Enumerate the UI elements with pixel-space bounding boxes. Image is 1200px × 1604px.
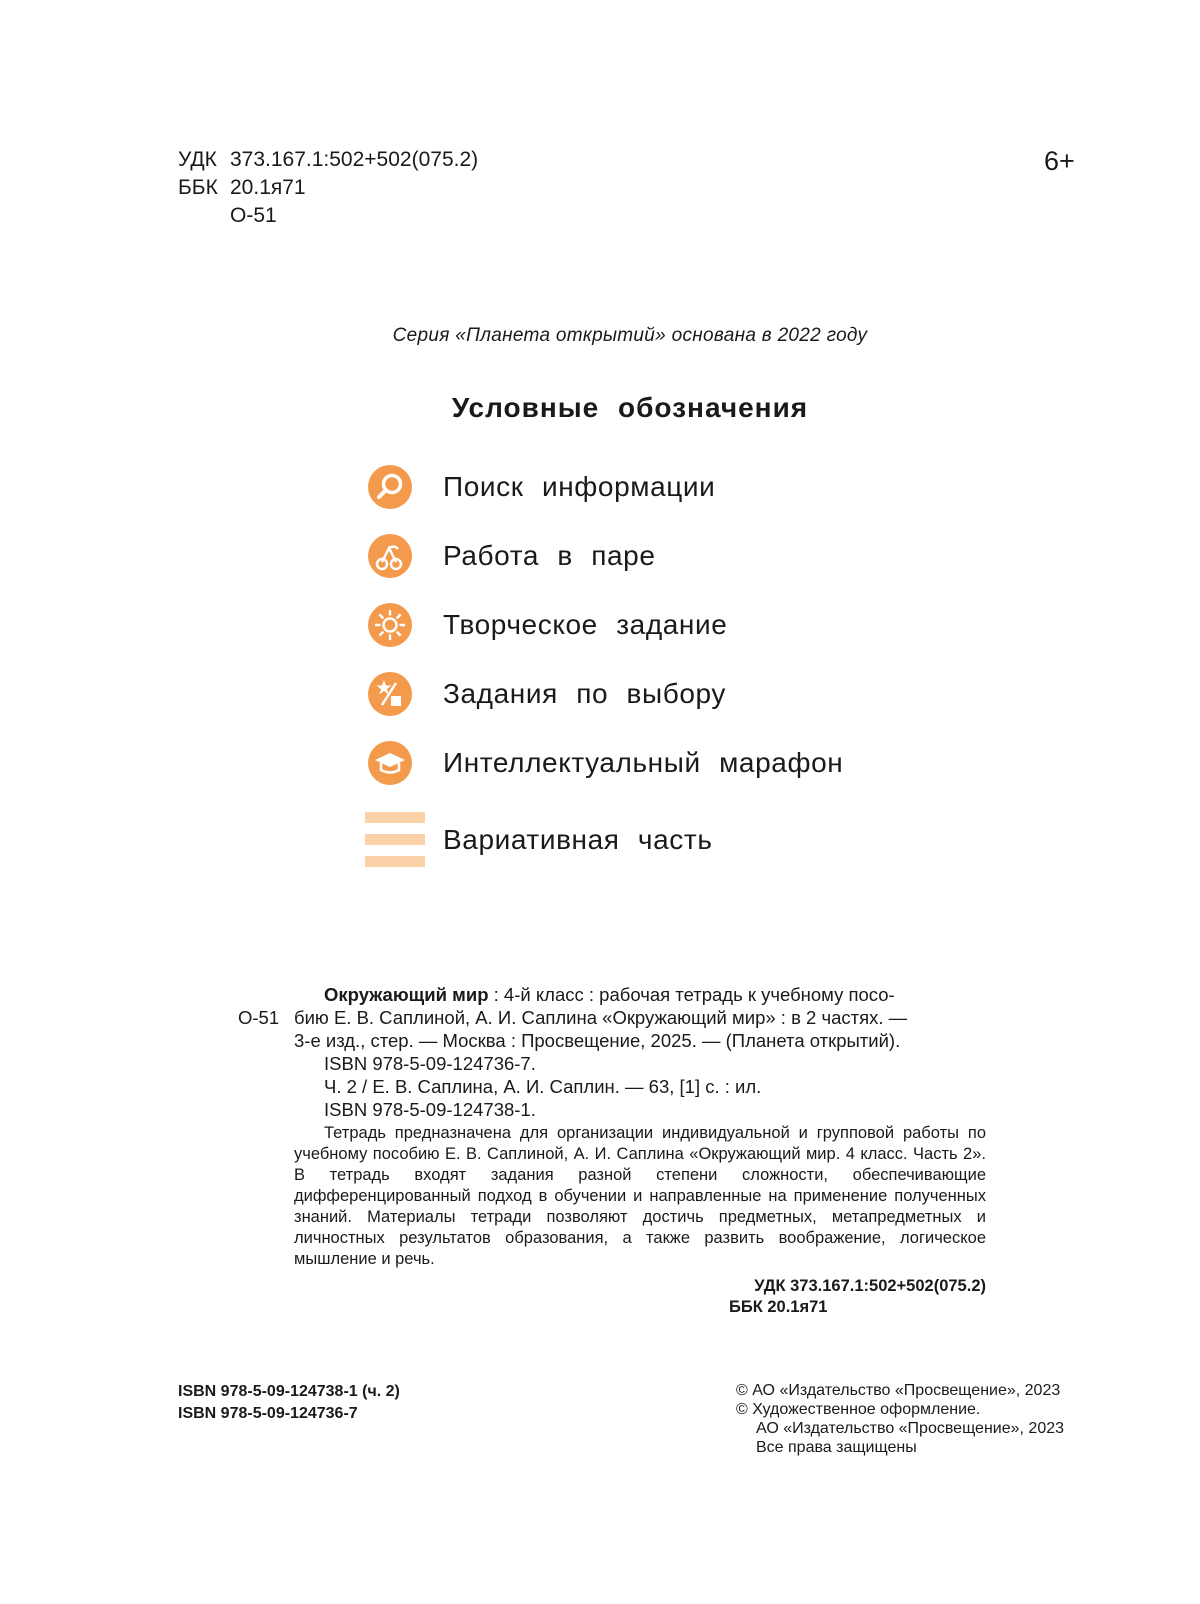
legend-label: Работа в паре bbox=[443, 540, 656, 571]
isbn-set: ISBN 978-5-09-124736-7 bbox=[178, 1405, 358, 1422]
record-line: бию Е. В. Саплиной, А. И. Саплина «Окружающий мир» : в 2 частях. — bbox=[294, 1007, 908, 1028]
series-note: Серия «Планета открытий» основана в 2022 году bbox=[392, 325, 868, 346]
isbn-block bbox=[178, 1381, 400, 1425]
legend-item-creative bbox=[367, 601, 727, 649]
record-title-line: Окружающий мир : 4-й класс : рабочая тетрадь к учебному посо- bbox=[324, 984, 895, 1005]
rights-line: Все права защищены bbox=[756, 1439, 917, 1456]
legend-label: Вариативная часть bbox=[443, 824, 713, 855]
isbn-part: ISBN 978-5-09-124738-1 (ч. 2) bbox=[178, 1383, 400, 1400]
classification-block bbox=[178, 146, 478, 230]
bibliographic-record bbox=[238, 983, 986, 1318]
legend-item-choice bbox=[367, 670, 726, 718]
legend-label: Задания по выбору bbox=[443, 678, 727, 709]
cherries-icon bbox=[367, 533, 413, 579]
legend-item-variative bbox=[365, 808, 713, 872]
legend-label: Поиск информации bbox=[443, 471, 716, 502]
stripes-icon bbox=[365, 810, 425, 870]
bbk-value: 20.1я71 bbox=[230, 176, 306, 199]
bbk-right: ББК 20.1я71 bbox=[729, 1298, 828, 1316]
legend-title: Условные обозначения bbox=[451, 392, 809, 423]
udk-value: 373.167.1:502+502(075.2) bbox=[230, 148, 479, 171]
legend-item-pair-work bbox=[367, 532, 656, 580]
copyright-block bbox=[736, 1381, 1064, 1457]
udk-label: УДК bbox=[178, 148, 217, 171]
author-mark: О-51 bbox=[230, 204, 277, 227]
part-line: Ч. 2 / Е. В. Саплина, А. И. Саплин. — 63, [1] с. : ил. bbox=[324, 1076, 762, 1097]
copyright-line: © Художественное оформление. bbox=[736, 1401, 981, 1418]
shapes-icon bbox=[367, 671, 413, 717]
copyright-line: © АО «Издательство «Просвещение», 2023 bbox=[736, 1382, 1061, 1399]
legend-label: Интеллектуальный марафон bbox=[443, 747, 844, 778]
author-mark: О-51 bbox=[238, 1007, 280, 1028]
isbn-line: ISBN 978-5-09-124736-7. bbox=[324, 1053, 536, 1074]
legend-item-marathon bbox=[367, 739, 843, 787]
copyright-line: АО «Издательство «Просвещение», 2023 bbox=[756, 1420, 1065, 1437]
udk-bbk-right bbox=[238, 1276, 986, 1318]
search-icon bbox=[367, 464, 413, 510]
sun-icon bbox=[367, 602, 413, 648]
isbn-line: ISBN 978-5-09-124738-1. bbox=[324, 1099, 536, 1120]
graduation-cap-icon bbox=[367, 740, 413, 786]
legend-label: Творческое задание bbox=[443, 609, 728, 640]
record-line: 3-е изд., стер. — Москва : Просвещение, 2025. — (Планета открытий). bbox=[294, 1030, 901, 1051]
annotation: Тетрадь предназначена для организации индивидуальной и групповой работы по учебному пособию Е. В. Саплиной, А. И. Саплина «Окружающий мир. 4 класс. Часть 2». В тетрадь входят задания разной степени сложности, обеспечивающие дифференцированный подход в обучении и направленные на применение полученных знаний. Материалы тетради позволяют достичь предметных, метапредметных и личностных результатов образования, а также развить воображение, логическое мышление и речь. bbox=[294, 1124, 986, 1268]
legend-item-search bbox=[367, 463, 715, 511]
udk-right: УДК 373.167.1:502+502(075.2) bbox=[754, 1277, 986, 1295]
book-title: Окружающий мир bbox=[324, 984, 489, 1005]
age-rating: 6+ bbox=[1044, 146, 1075, 176]
bbk-label: ББК bbox=[178, 176, 218, 199]
